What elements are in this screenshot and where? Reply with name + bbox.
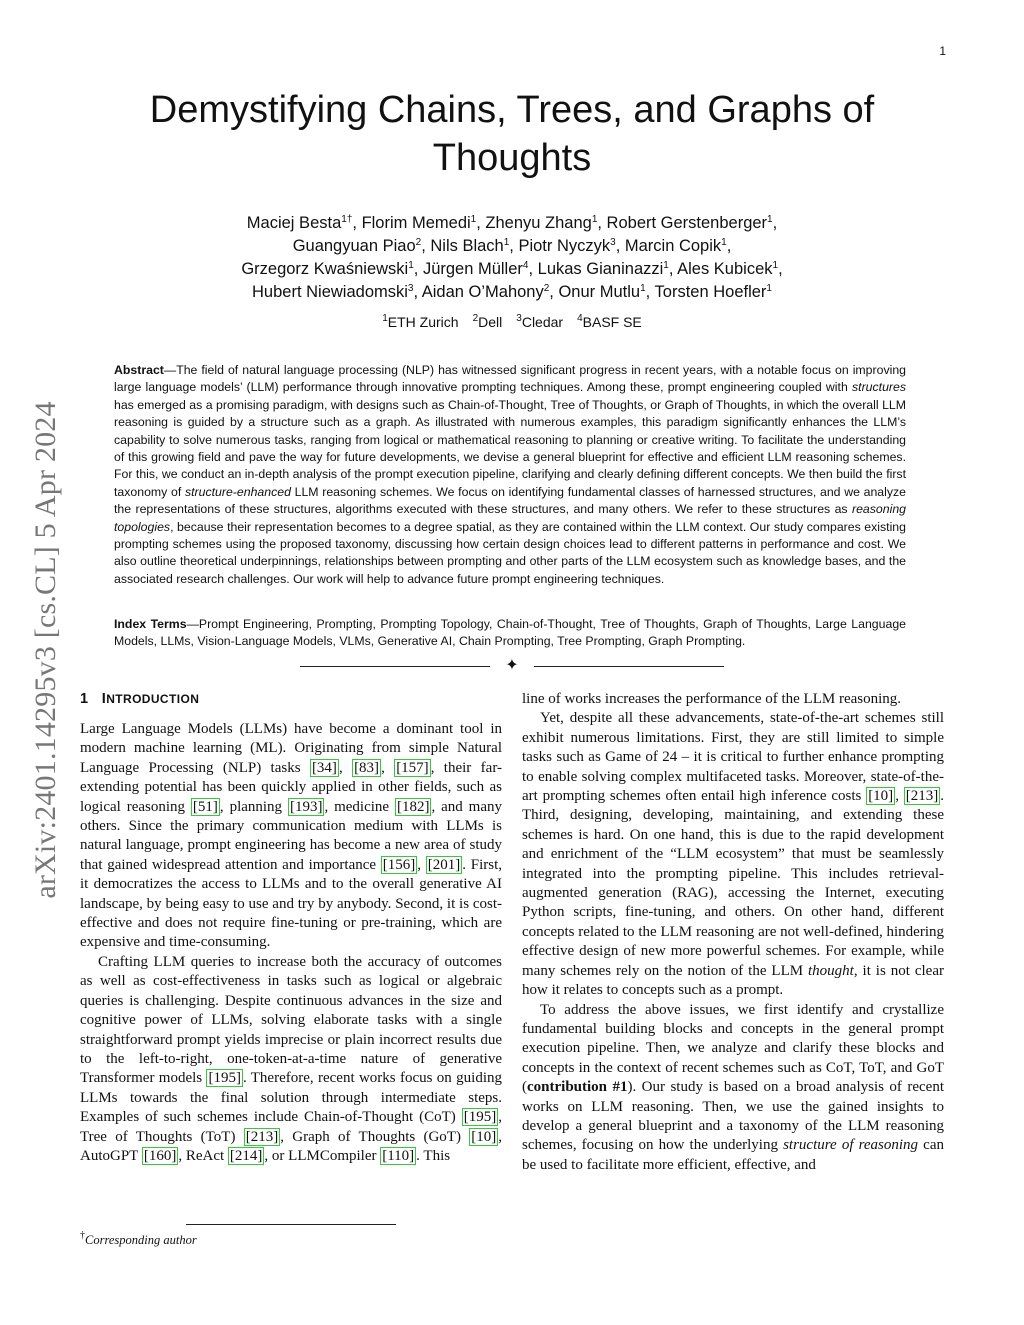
author-name: Florim Memedi$^1$	[361, 214, 477, 232]
page-number: 1	[939, 44, 946, 58]
footnote-rule	[186, 1224, 396, 1225]
author-name: Ales Kubicek$^1$	[677, 260, 779, 278]
affiliations	[200, 314, 824, 330]
author-name: Hubert Niewiadomski$^3$	[252, 283, 414, 301]
divider-rule-right	[534, 666, 724, 667]
affiliation: $^4$BASF SE	[577, 313, 642, 330]
index-terms: Index Terms—Prompt Engineering, Prompting, Prompting Topology, Chain-of-Thought, Tree of Thoughts, Graph of Thoughts, Large Language Models, LLMs, Vision-Language Models, VLMs, Generative AI, Chain Prompting, Tree Prompting, Graph Prompting.	[114, 617, 907, 649]
left-column	[80, 690, 502, 1166]
section-heading: 1 INTRODUCTION	[80, 691, 200, 707]
author-name: Grzegorz Kwaśniewski$^1$	[241, 260, 414, 278]
diamond-star-icon: ✦	[505, 657, 519, 674]
author-list: Maciej Besta$^{1\dagger}$, Florim Memedi$^1$, Zhenyu Zhang$^1$, Robert Gerstenberger$^1$, Guangyuan Piao$^2$, Nils Blach$^1$, Piotr Nyczyk$^3$, Marcin Copik$^1$, Grzegorz Kwaśniewski$^1$, Jürgen Müller$^4$, Lukas Gianinazzi$^1$, Ales Kubicek$^1$, Hubert Niewiadomski$^3$, Aidan O’Mahony$^2$, Onur Mutlu$^1$, Torsten Hoefler$^1$	[241, 214, 783, 301]
citation-link[interactable]: [214]	[229, 1147, 263, 1164]
citation-link[interactable]: [10]	[868, 788, 894, 805]
affiliation: $^3$Cledar	[516, 313, 564, 330]
author-name: Guangyuan Piao$^2$	[292, 237, 422, 255]
citation-link[interactable]: [110]	[382, 1147, 415, 1164]
right-column	[522, 690, 944, 1175]
intro-paragraph-3: line of works increases the performance of the LLM reasoning.	[522, 691, 902, 707]
citation-link[interactable]: [195]	[463, 1109, 497, 1126]
citation-link[interactable]: [34]	[311, 759, 337, 776]
intro-paragraph-4: Yet, despite all these advancements, state-of-the-art schemes still exhibit numerous limitations. First, they are still limited to simple tasks such as Game of 24 – it is critical to further enhance prompting to enable solving complex multifaceted tasks. Moreover, state-of-the-art prompting schemes often entail high inference costs [10] , [213] . Third, designing, developing, maintaining, and extending these schemes is hard. On one hand, this is due to the rapid development and enrichment of the “LLM ecosystem” that must be seamlessly integrated into the prompting pipeline. This includes retrieval-augmented generation (RAG), accessing the Internet, executing Python scripts, fine-tuning, and others. On other hand, different concepts related to the LLM reasoning are not well-defined, hindering effective design of new more powerful schemes. For example, while many schemes rely on the notion of the LLM thought, it is not clear how it relates to concepts such as a prompt.	[522, 710, 944, 999]
citation-link[interactable]: [195]	[208, 1070, 241, 1087]
citation-link[interactable]: [160]	[143, 1147, 177, 1164]
affiliation: $^1$ETH Zurich	[382, 313, 459, 330]
divider-rule-left	[300, 666, 490, 667]
citation-link[interactable]: [201]	[427, 856, 461, 873]
section-divider	[300, 656, 724, 676]
author-name: Zhenyu Zhang$^1$	[485, 214, 598, 232]
citation-link[interactable]: [193]	[289, 798, 323, 815]
footnote: †Corresponding author	[80, 1230, 197, 1247]
affiliation: $^2$Dell	[472, 313, 503, 330]
author-name: Jürgen Müller$^4$	[422, 260, 529, 278]
citation-link[interactable]: [213]	[245, 1128, 279, 1145]
author-name: Marcin Copik$^1$	[624, 237, 727, 255]
arxiv-sidebar	[24, 360, 68, 940]
intro-paragraph-2: Crafting LLM queries to increase both the accuracy of outcomes as well as cost-effectiveness in tasks such as logical or algebraic queries is challenging. Despite continuous advances in the size and cognitive power of LLMs, solving elaborate tasks with a single straightforward prompt yields imprecise or plain incorrect results due to the left-to-right, one-token-at-a-time nature of generative Transformer models [195] . Therefore, recent works focus on guiding LLMs towards the final solution through intermediate steps. Examples of such schemes include Chain-of-Thought (CoT) [195] , Tree of Thoughts (ToT) [213] , Graph of Thoughts (GoT) [10] , AutoGPT [160] , ReAct [214] , or LLMCompiler [110] . This	[80, 953, 502, 1164]
author-name: Onur Mutlu$^1$	[558, 283, 646, 301]
citation-link[interactable]: [156]	[382, 856, 416, 873]
citation-link[interactable]: [182]	[396, 798, 430, 815]
author-name: Aidan O’Mahony$^2$	[421, 283, 550, 301]
index-terms-label: Index Terms	[114, 617, 187, 631]
author-name: Robert Gerstenberger$^1$	[606, 214, 773, 232]
author-name: Maciej Besta$^{1\dagger}$	[246, 214, 353, 232]
citation-link[interactable]: [51]	[192, 798, 218, 815]
author-name: Torsten Hoefler$^1$	[654, 283, 772, 301]
abstract: Abstract—The field of natural language processing (NLP) has witnessed significant progress in recent years, with a notable focus on improving large language models’ (LLM) performance through innovative prompting techniques. Among these, prompt engineering coupled with structures has emerged as a promising paradigm, with designs such as Chain-of-Thought, Tree of Thoughts, or Graph of Thoughts, in which the overall LLM reasoning is guided by a structure such as a graph. As illustrated with numerous examples, this paradigm significantly enhances the LLM’s capability to solve numerous tasks, ranging from logical or mathematical reasoning to planning or creative writing. To facilitate the understanding of this growing field and pave the way for future developments, we devise a general blueprint for effective and efficient LLM reasoning schemes. For this, we conduct an in-depth analysis of the prompt execution pipeline, clarifying and clearly defining different concepts. We then build the first taxonomy of structure-enhanced LLM reasoning schemes. We focus on identifying fundamental classes of harnessed structures, and we analyze the representations of these structures, algorithms executed with these structures, and many others. We refer to these structures as reasoning topologies, because their representation becomes to a degree spatial, as they are contained within the LLM context. Our study compares existing prompting schemes using the proposed taxonomy, discussing how certain design choices lead to different patterns in performance and cost. We also outline theoretical underpinnings, relationships between prompting and other parts of the LLM ecosystem such as knowledge bases, and the associated research challenges. Our work will help to advance future prompt engineering techniques.	[114, 363, 906, 586]
author-name: Nils Blach$^1$	[430, 237, 510, 255]
paper-title: Demystifying Chains, Trees, and Graphs of Thoughts	[149, 89, 875, 179]
citation-link[interactable]: [213]	[905, 788, 939, 805]
citation-link[interactable]: [83]	[354, 759, 380, 776]
abstract-label: Abstract	[114, 363, 164, 377]
author-name: Lukas Gianinazzi$^1$	[537, 260, 669, 278]
author-name: Piotr Nyczyk$^3$	[518, 237, 616, 255]
citation-link[interactable]: [157]	[396, 759, 429, 776]
arxiv-identifier: arXiv:2401.14295v3 [cs.CL] 5 Apr 2024	[29, 401, 62, 899]
intro-paragraph-1: Large Language Models (LLMs) have become a dominant tool in modern machine learning (ML). Originating from simple Natural Language Processing (NLP) tasks [34] , [83] , [157] , their far-extending potential has been quickly applied in other fields, such as logical reasoning [51] , planning [193] , medicine [182] , and many others. Since the primary communication medium with LLMs is natural language, prompt engineering has become a new area of study that gained widespread attention and importance [156] , [201] . First, it democratizes the access to LLMs and to the overall generative AI landscape, by being easy to use and try by anybody. Second, it is cost-effective and does not require fine-tuning or pre-training, which are expensive and time-consuming.	[80, 721, 503, 951]
intro-paragraph-5: To address the above issues, we first identify and crystallize fundamental building blocks and concepts in the general prompt execution pipeline. Then, we analyze and clarify these blocks and concepts in the context of recent schemes such as CoT, ToT, and GoT (contribution #1). Our study is based on a broad analysis of recent works on LLM reasoning. Then, we use the gained insights to develop a general blueprint and a taxonomy of the LLM reasoning schemes, focusing on how the underlying structure of reasoning can be used to facilitate more efficient, effective, and	[522, 1001, 944, 1173]
citation-link[interactable]: [10]	[471, 1128, 497, 1145]
